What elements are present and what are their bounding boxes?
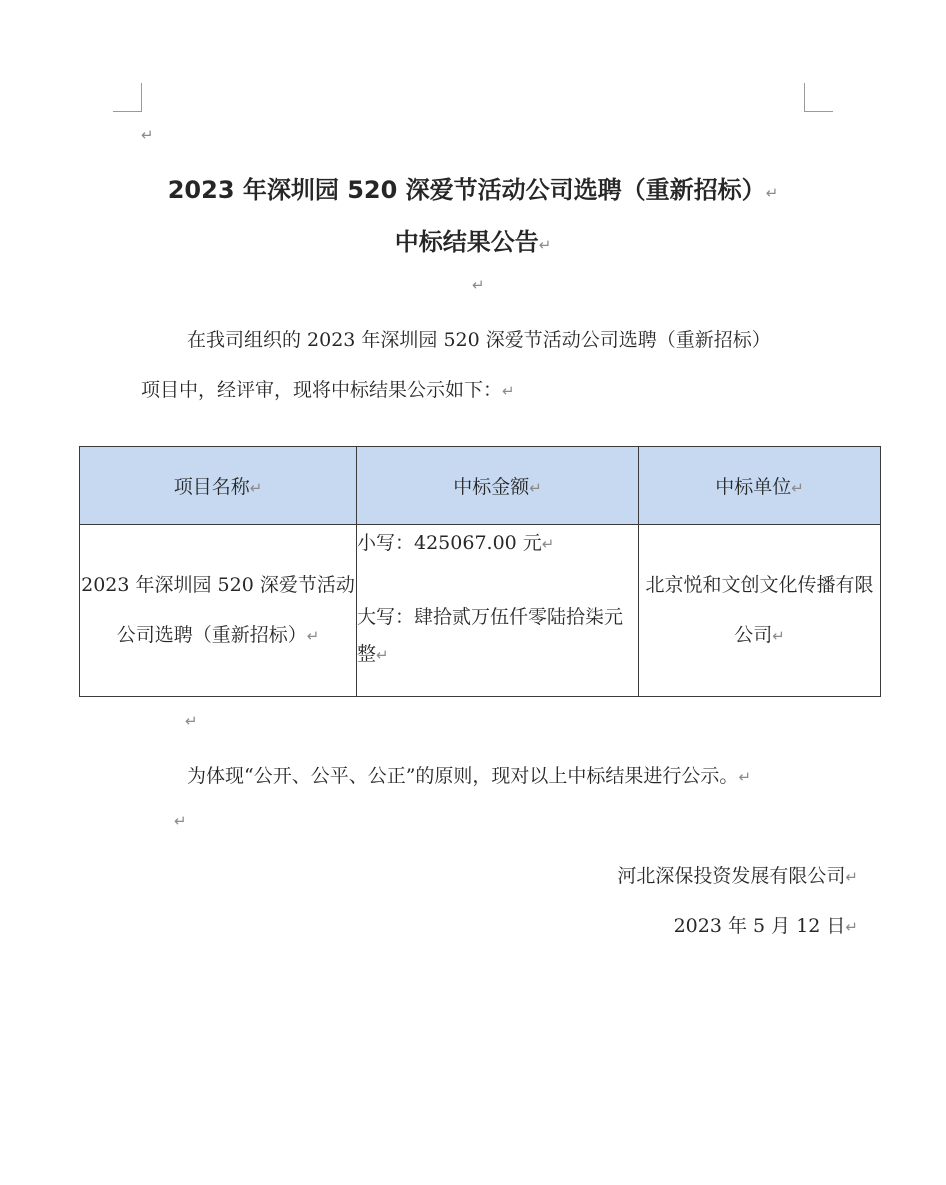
paragraph-mark-icon: ↵ xyxy=(772,627,785,645)
signature-company: 河北深保投资发展有限公司↵ xyxy=(617,865,858,887)
cell-amount xyxy=(357,525,639,697)
intro-line-1: 在我司组织的 2023 年深圳园 520 深爱节活动公司选聘（重新招标） xyxy=(187,329,771,351)
margin-corner-mark-top-left xyxy=(113,83,142,112)
cell-winner: 北京悦和文创文化传播有限公司↵ xyxy=(639,525,881,697)
signature-date: 2023 年 5 月 12 日↵ xyxy=(673,915,858,937)
paragraph-mark-icon: ↵ xyxy=(249,479,263,497)
paragraph-mark-icon: ↵ xyxy=(174,812,187,830)
closing-statement: 为体现“公开、公平、公正”的原则，现对以上中标结果进行公示。↵ xyxy=(187,765,752,787)
paragraph-mark-icon: ↵ xyxy=(141,126,154,144)
table-header-row xyxy=(80,447,881,525)
paragraph-mark-icon: ↵ xyxy=(791,479,804,497)
table-row xyxy=(80,525,881,697)
paragraph-mark-icon: ↵ xyxy=(472,276,485,294)
paragraph-mark-icon: ↵ xyxy=(845,918,858,936)
paragraph-mark-icon: ↵ xyxy=(738,768,752,786)
paragraph-mark-icon: ↵ xyxy=(541,535,555,553)
paragraph-mark-icon: ↵ xyxy=(185,712,198,730)
cell-project-name: 2023 年深圳园 520 深爱节活动公司选聘（重新招标）↵ xyxy=(80,525,357,697)
paragraph-mark-icon: ↵ xyxy=(538,236,552,254)
header-winner: 中标单位↵ xyxy=(639,447,881,525)
margin-corner-mark-top-right xyxy=(804,83,833,112)
paragraph-mark-icon: ↵ xyxy=(845,868,858,886)
paragraph-mark-icon: ↵ xyxy=(306,627,320,645)
header-amount: 中标金额↵ xyxy=(357,447,639,525)
paragraph-mark-icon: ↵ xyxy=(529,479,542,497)
paragraph-mark-icon: ↵ xyxy=(765,184,779,202)
paragraph-mark-icon: ↵ xyxy=(376,646,389,664)
title-line-1: 2023 年深圳园 520 深爱节活动公司选聘（重新招标）↵ xyxy=(167,176,779,204)
title-line-2: 中标结果公告↵ xyxy=(394,228,552,256)
paragraph-mark-icon: ↵ xyxy=(502,382,515,400)
header-project-name: 项目名称↵ xyxy=(80,447,357,525)
amount-small: 小写：425067.00 元↵ xyxy=(357,532,555,554)
intro-line-2: 项目中，经评审，现将中标结果公示如下：↵ xyxy=(141,379,515,401)
result-table xyxy=(79,446,881,697)
amount-large: 大写：肆拾贰万伍仟零陆拾柒元整↵ xyxy=(357,606,624,665)
